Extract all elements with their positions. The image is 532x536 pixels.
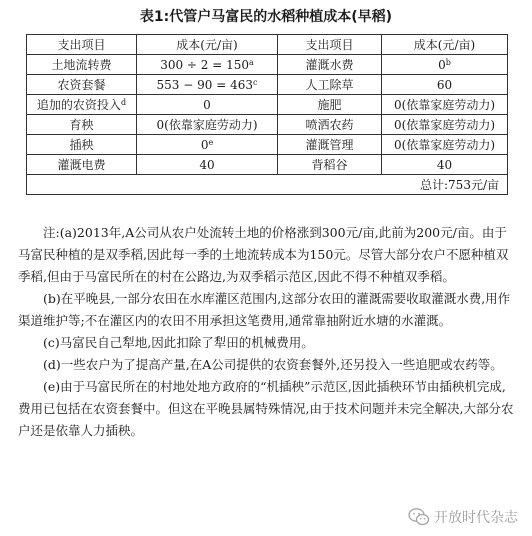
wechat-icon bbox=[408, 507, 430, 527]
cost-table bbox=[26, 34, 508, 195]
note-d: (d)一些农户为了提高产量,在A公司提供的农资套餐外,还另投入一些追肥或农药等。 bbox=[43, 357, 503, 372]
note-b: (b)在平晚县,一部分农田在水库灌区范围内,这部分农田的灌溉需要收取灌溉水费,用作渠道维护等;不在灌区内的农田不用承担这笔费用,通常靠抽附近水塘的水灌溉。 bbox=[18, 291, 511, 328]
footnote-marker: d bbox=[120, 98, 127, 107]
header-cell: 支出项目 bbox=[27, 35, 137, 55]
note-c: (c)马富民自己犁地,因此扣除了犁田的机械费用。 bbox=[43, 335, 314, 350]
footnote-marker: c bbox=[252, 77, 258, 87]
cost-table-footer bbox=[27, 175, 508, 195]
header-cell: 成本(元/亩) bbox=[382, 35, 508, 55]
table-total-row bbox=[27, 175, 508, 195]
note-a: 注:(a)2013年,A公司从农户处流转土地的价格涨到300元/亩,此前为200元/亩。由于马富民种植的是双季稻,因此每一季的土地流转成本为150元。尽管大部分农户不愿种植双季稻,但由于马富民所在的村在公路边,为双季稻示范区,因此不得不种植双季稻。 bbox=[18, 225, 509, 284]
table-row bbox=[27, 75, 508, 95]
expense-item-cell: 土地流转费 bbox=[27, 55, 137, 75]
cost-table-body bbox=[27, 35, 508, 55]
expense-item-cell: 灌溉电费 bbox=[27, 155, 137, 175]
expense-item-cell: 背稻谷 bbox=[278, 155, 382, 175]
table-row bbox=[27, 155, 508, 175]
cost-cell: 40 bbox=[382, 155, 508, 175]
expense-item-cell: 灌溉管理 bbox=[278, 135, 382, 155]
note-e: (e)由于马富民所在的村地处地方政府的“机插秧”示范区,因此插秧环节由插秧机完成,费用已包括在农资套餐中。但这在平晚县属特殊情况,由于技术问题并未完全解决,大部分农户还是依靠人力插秧。 bbox=[18, 379, 514, 438]
expense-item-cell: 追加的农资投入$^d$ bbox=[27, 95, 137, 115]
cost-cell: 0 bbox=[137, 95, 278, 115]
table-row bbox=[27, 95, 508, 115]
table-notes bbox=[18, 222, 518, 442]
footnote-marker: e bbox=[208, 137, 214, 147]
cost-cell: 0$^b$ bbox=[382, 55, 508, 75]
table-title: 表1:代管户马富民的水稻种植成本(早稻) bbox=[139, 9, 393, 25]
cost-cell: 60 bbox=[382, 75, 508, 95]
expense-item-cell: 插秧 bbox=[27, 135, 137, 155]
cost-table-rows bbox=[27, 55, 508, 175]
header-cell: 支出项目 bbox=[278, 35, 382, 55]
expense-item-cell: 农资套餐 bbox=[27, 75, 137, 95]
watermark-text: 开放时代杂志 bbox=[434, 510, 518, 526]
header-cell: 成本(元/亩) bbox=[137, 35, 278, 55]
cost-cell: 0(依靠家庭劳动力) bbox=[137, 115, 278, 135]
cost-cell: 40 bbox=[137, 155, 278, 175]
footnote-marker: b bbox=[445, 57, 451, 67]
table-total: 总计:753元/亩 bbox=[27, 175, 508, 195]
footnote-marker: a bbox=[249, 57, 254, 67]
expense-item-cell: 喷洒农药 bbox=[278, 115, 382, 135]
cost-cell: 0(依靠家庭劳动力) bbox=[382, 135, 508, 155]
expense-item-cell: 人工除草 bbox=[278, 75, 382, 95]
expense-item-cell: 施肥 bbox=[278, 95, 382, 115]
cost-cell: $553 - 90 = 463^c$ bbox=[137, 75, 278, 95]
cost-cell: 0e bbox=[137, 135, 278, 155]
table-header-row bbox=[27, 35, 508, 55]
wechat-watermark bbox=[406, 506, 520, 528]
table-row bbox=[27, 55, 508, 75]
cost-cell: 0(依靠家庭劳动力) bbox=[382, 95, 508, 115]
table-row bbox=[27, 135, 508, 155]
table-row bbox=[27, 115, 508, 135]
expense-item-cell: 灌溉水费 bbox=[278, 55, 382, 75]
expense-item-cell: 育秧 bbox=[27, 115, 137, 135]
cost-cell: $300 \div 2 = 150^a$ bbox=[137, 55, 278, 75]
cost-cell: 0(依靠家庭劳动力) bbox=[382, 115, 508, 135]
